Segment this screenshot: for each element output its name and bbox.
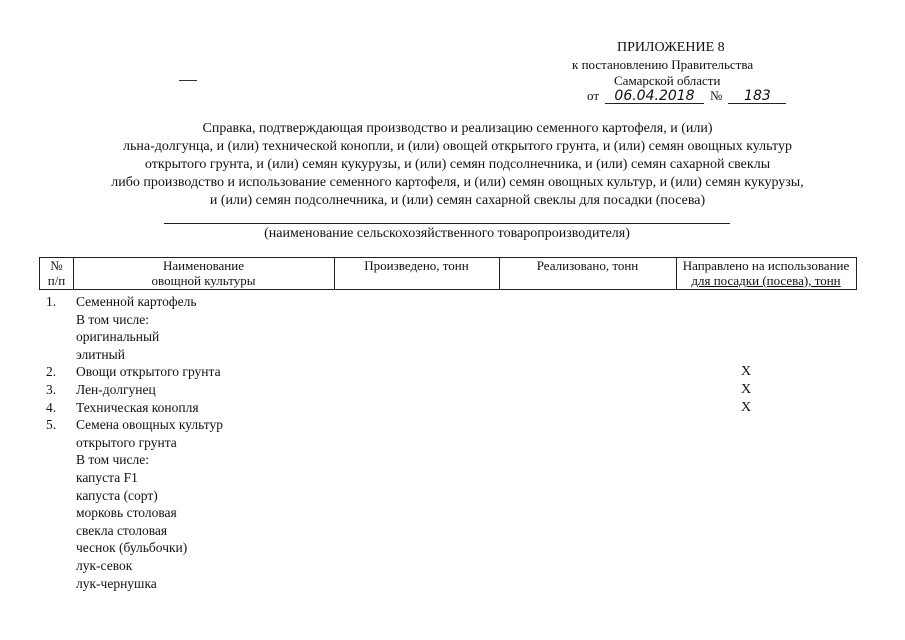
producer-caption: (наименование сельскохозяйственного товаропроизводителя) (264, 226, 630, 241)
decree-number: 183 (728, 89, 786, 104)
header-produced-label: Произведено, тонн (364, 258, 469, 273)
row-label: свекла столовая (76, 523, 168, 538)
row-not-applicable-mark: X (741, 400, 752, 415)
row-number: 4. (46, 400, 57, 415)
row-label: лук-севок (76, 558, 133, 573)
row-label: лук-чернушка (76, 576, 157, 591)
row-label: морковь столовая (76, 505, 177, 520)
producer-name-blank (164, 223, 730, 224)
header-sold-label: Реализовано, тонн (536, 258, 639, 273)
stray-dash-mark (179, 80, 197, 81)
title-line: либо производство и использование семенного картофеля, и (или) семян овощных культур, и (или) семян кукурузы, (111, 175, 804, 190)
appendix-title: ПРИЛОЖЕНИЕ 8 (617, 40, 725, 55)
row-number: 1. (46, 294, 57, 309)
row-label: оригинальный (76, 329, 160, 344)
table-header (39, 257, 857, 290)
header-num (40, 258, 73, 289)
header-num-line2: п/п (47, 273, 66, 288)
row-label: Овощи открытого грунта (76, 364, 221, 379)
row-label: Семенной картофель (76, 294, 197, 309)
header-crop-name (73, 258, 334, 289)
header-num-line1: № (50, 258, 63, 273)
title-line: льна-долгунца, и (или) технической конопли, и (или) овощей открытого грунта, и (или) семян овощных культур (123, 139, 792, 154)
title-line: открытого грунта, и (или) семян кукурузы, и (или) семян подсолнечника, и (или) семян сахарной свеклы (144, 157, 771, 172)
row-number: 3. (46, 382, 57, 397)
row-label: Семена овощных культур (76, 417, 224, 432)
row-not-applicable-mark: X (741, 364, 752, 379)
row-label: чеснок (бульбочки) (76, 540, 188, 555)
row-label: открытого грунта (76, 435, 177, 450)
row-label: В том числе: (76, 312, 149, 327)
row-number: 2. (46, 364, 57, 379)
row-label: капуста (сорт) (76, 488, 158, 503)
row-label: В том числе: (76, 452, 149, 467)
header-planted-line2: для посадки (посева), тонн (691, 273, 841, 288)
header-planted (676, 258, 856, 289)
row-not-applicable-mark: X (741, 382, 752, 397)
decree-date-number (587, 88, 786, 104)
header-planted-line1: Направлено на использование (682, 258, 850, 273)
header-name-line1: Наименование (163, 258, 244, 273)
title-line: Справка, подтверждающая производство и реализацию семенного картофеля, и (или) (202, 121, 713, 136)
header-sold (499, 258, 676, 289)
appendix-decree-line: к постановлению Правительства (572, 57, 754, 72)
decree-date: 06.04.2018 (605, 89, 704, 104)
appendix-region-line: Самарской области (614, 73, 721, 88)
row-label: Лен-долгунец (76, 382, 156, 397)
row-number: 5. (46, 417, 57, 432)
row-label: Техническая конопля (76, 400, 199, 415)
row-label: капуста F1 (76, 470, 138, 485)
title-line: и (или) семян подсолнечника, и (или) семян сахарной свеклы для посадки (посева) (209, 193, 706, 208)
row-label: элитный (76, 347, 125, 362)
document-title (40, 120, 875, 210)
number-label: № (710, 88, 723, 103)
header-name-line2: овощной культуры (151, 273, 256, 288)
from-label: от (587, 88, 600, 103)
header-produced (334, 258, 499, 289)
